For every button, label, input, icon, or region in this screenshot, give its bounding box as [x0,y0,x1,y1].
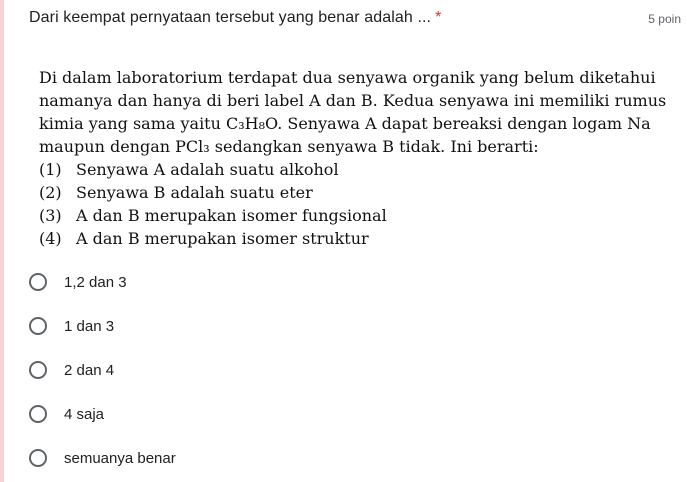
paragraph-line: kimia yang sama yaitu C₃H₈O. Senyawa A dapat bereaksi dengan logam Na [39,114,651,133]
statement-number: (1) [39,160,62,179]
option-4-saja[interactable] [29,394,329,434]
radio-button-icon[interactable] [29,405,47,423]
option-1-dan-3[interactable] [29,306,329,346]
statement-number: (4) [39,229,62,248]
option-2-dan-4[interactable] [29,350,329,390]
paragraph-line: maupun dengan PCl₃ sedangkan senyawa B tidak. Ini berarti: [39,137,539,156]
statement-item [39,204,685,227]
option-semuanya-benar[interactable] [29,438,329,478]
statement-text: A dan B merupakan isomer struktur [76,229,369,248]
radio-button-icon[interactable] [29,449,47,467]
radio-button-icon[interactable] [29,273,47,291]
question-points: 5 poin [648,12,681,26]
option-label[interactable]: 1,2 dan 3 [64,273,127,291]
statement-text: Senyawa B adalah suatu eter [76,183,313,202]
paragraph-line: Di dalam laboratorium terdapat dua senyawa organik yang belum diketahui [39,68,656,87]
statement-text: A dan B merupakan isomer fungsional [76,206,387,225]
statement-item [39,227,685,250]
option-1-2-dan-3[interactable] [29,262,329,302]
question-accent-bar [0,0,4,482]
required-marker: * [435,9,442,26]
question-header [29,6,681,30]
statement-number: (2) [39,183,62,202]
statement-item [39,158,685,181]
statement-number: (3) [39,206,62,225]
statement-text: Senyawa A adalah suatu alkohol [76,160,339,179]
question-body [39,66,685,250]
option-label[interactable]: 1 dan 3 [64,317,115,335]
radio-button-icon[interactable] [29,317,47,335]
option-label[interactable]: semuanya benar [64,449,176,467]
question-title-text: Dari keempat pernyataan tersebut yang benar adalah ... [29,9,432,26]
question-title [29,8,441,28]
statement-item [39,181,685,204]
option-label[interactable]: 2 dan 4 [64,361,115,379]
radio-button-icon[interactable] [29,361,47,379]
option-label[interactable]: 4 saja [64,405,105,423]
paragraph-line: namanya dan hanya di beri label A dan B. Kedua senyawa ini memiliki rumus [39,91,667,110]
